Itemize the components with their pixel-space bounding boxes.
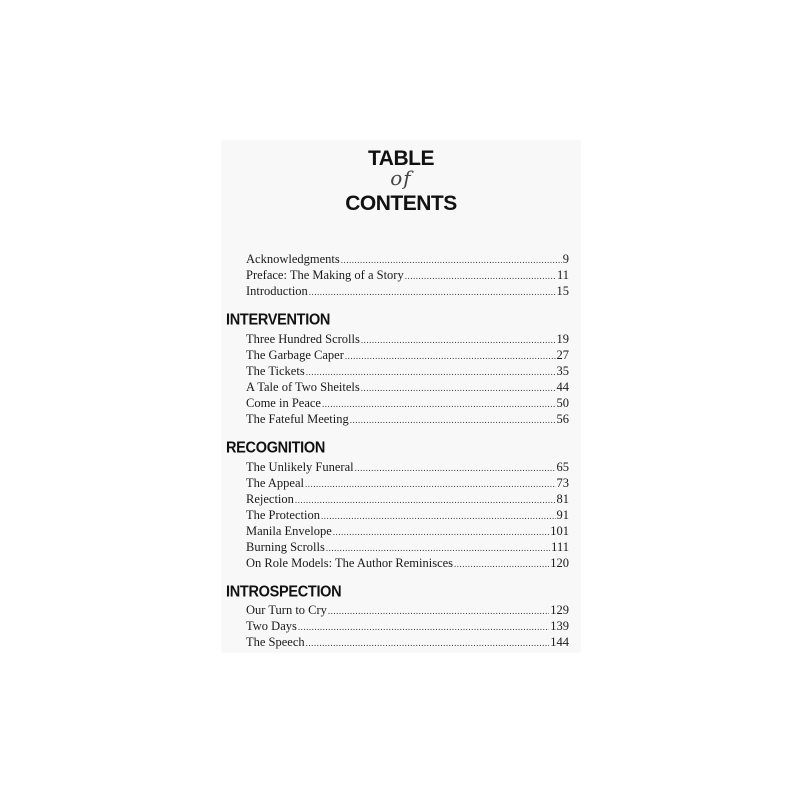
toc-entry-title: A Tale of Two Sheitels (246, 380, 360, 394)
toc-entry (246, 491, 569, 507)
toc-entry (246, 507, 569, 523)
toc-entry-page: 81 (556, 492, 569, 506)
toc-entry-title: Come in Peace (246, 396, 321, 410)
toc-entry (246, 283, 569, 299)
toc-entry-page: 19 (556, 332, 569, 346)
toc-entry (246, 411, 569, 427)
toc-entry-page: 9 (562, 252, 569, 266)
toc-entry (246, 267, 569, 283)
dot-leader (306, 635, 550, 651)
toc-entry (246, 602, 569, 618)
dot-leader (298, 619, 549, 635)
dot-leader (361, 380, 556, 396)
toc-entry-page: 27 (556, 348, 569, 362)
dot-leader (454, 556, 549, 572)
toc-entry (246, 618, 569, 634)
dot-leader (341, 252, 562, 268)
toc-entry (246, 539, 569, 555)
toc-entry-title: The Protection (246, 508, 320, 522)
toc-entry (246, 634, 569, 650)
toc-entry-title: The Garbage Caper (246, 348, 344, 362)
dot-leader (322, 396, 556, 412)
toc-entry (246, 475, 569, 491)
section-heading-recognition: RECOGNITION (226, 439, 326, 457)
toc-entry-page: 101 (550, 524, 569, 538)
toc-entry-page: 35 (556, 364, 569, 378)
dot-leader (306, 364, 556, 380)
dot-leader (405, 268, 556, 284)
toc-title-table: TABLE (368, 147, 434, 170)
toc-entry-page: 50 (556, 396, 569, 410)
toc-entry-page: 11 (556, 268, 569, 282)
toc-entry-page: 111 (551, 540, 569, 554)
toc-entry (246, 395, 569, 411)
dot-leader (361, 332, 556, 348)
dot-leader (321, 508, 556, 524)
toc-entry-page: 15 (556, 284, 569, 298)
book-page (222, 141, 580, 652)
toc-entry-page: 56 (556, 412, 569, 426)
section-heading-introspection: INTROSPECTION (226, 583, 342, 601)
toc-entry-page: 144 (550, 635, 569, 649)
toc-entry-title: Two Days (246, 619, 297, 633)
toc-entry (246, 251, 569, 267)
toc-entry-title: Our Turn to Cry (246, 603, 327, 617)
toc-entry-title: Manila Envelope (246, 524, 332, 538)
dot-leader (326, 540, 550, 556)
dot-leader (333, 524, 550, 540)
dot-leader (328, 603, 549, 619)
toc-entry-title: On Role Models: The Author Reminisces (246, 556, 454, 570)
toc-entry (246, 459, 569, 475)
toc-entry-title: The Speech (246, 635, 305, 649)
toc-entry (246, 363, 569, 379)
toc-entry-page: 73 (556, 476, 569, 490)
toc-entry (246, 555, 569, 571)
toc-entry-page: 91 (556, 508, 569, 522)
toc-entry-title: Rejection (246, 492, 294, 506)
toc-title-contents: CONTENTS (345, 192, 457, 215)
toc-entry-title: The Unlikely Funeral (246, 460, 354, 474)
toc-entry-title: Introduction (246, 284, 308, 298)
toc-entry-title: Three Hundred Scrolls (246, 332, 360, 346)
toc-entry-title: Preface: The Making of a Story (246, 268, 404, 282)
dot-leader (305, 476, 556, 492)
dot-leader (345, 348, 556, 364)
dot-leader (350, 412, 556, 428)
toc-entry-page: 120 (550, 556, 569, 570)
dot-leader (309, 284, 556, 300)
toc-entry-title: The Tickets (246, 364, 305, 378)
toc-entry (246, 523, 569, 539)
toc-entry-page: 129 (550, 603, 569, 617)
dot-leader (295, 492, 556, 508)
toc-entry-title: The Fateful Meeting (246, 412, 349, 426)
toc-entry-title: Burning Scrolls (246, 540, 325, 554)
toc-title-of: of (390, 166, 412, 190)
toc-entry-title: Acknowledgments (246, 252, 340, 266)
toc-entry-title: The Appeal (246, 476, 304, 490)
toc-entry-page: 139 (550, 619, 569, 633)
toc-entry-page: 44 (556, 380, 569, 394)
toc-entry (246, 379, 569, 395)
dot-leader (355, 460, 556, 476)
toc-entry (246, 347, 569, 363)
toc-entry (246, 331, 569, 347)
toc-entry-page: 65 (556, 460, 569, 474)
section-heading-intervention: INTERVENTION (226, 311, 331, 329)
